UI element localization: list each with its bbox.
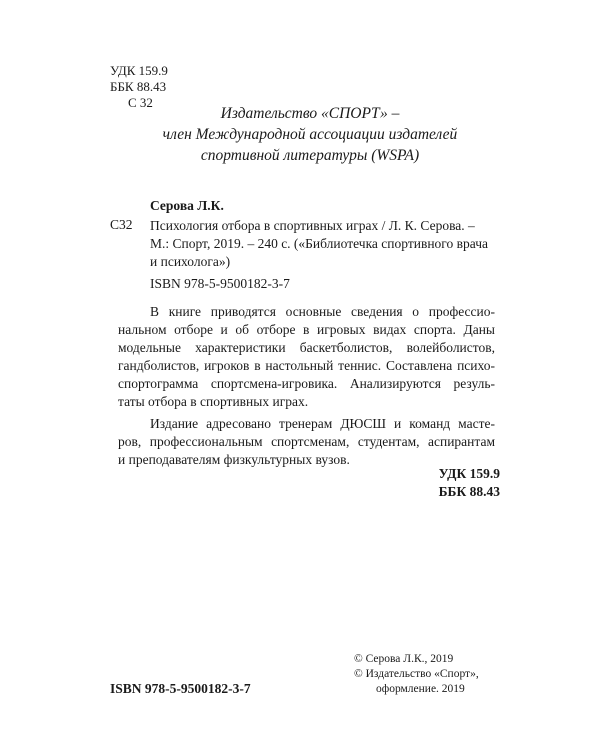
bbk-code-top: ББК 88.43 (110, 79, 167, 94)
annotation-line: нальном отборе и об отборе в игровых видах спорта. Даны (118, 322, 495, 337)
publisher-note-line: спортивной литературы (WSPA) (200, 147, 420, 164)
bibliographic-line: Психология отбора в спортивных играх / Л. К. Серова. – (150, 218, 475, 233)
annotation-line: спортограмма спортсмена-игровика. Анализируются резуль- (118, 376, 495, 391)
udk-code-top: УДК 159.9 (110, 63, 168, 78)
copyright-line: оформление. 2019 (376, 683, 465, 695)
author-name: Серова Л.К. (150, 198, 224, 213)
annotation-line: модельные характеристики баскетболистов, волейболистов, (118, 340, 495, 355)
isbn-bottom: ISBN 978-5-9500182-3-7 (110, 681, 251, 696)
annotation-line: ров, профессиональным спортсменам, студентам, аспирантам (118, 434, 495, 449)
copyright-block (354, 652, 479, 697)
isbn-record: ISBN 978-5-9500182-3-7 (150, 276, 290, 291)
udk-code-bottom: УДК 159.9 (438, 466, 500, 481)
annotation-line: В книге приводятся основные сведения о профессио- (150, 304, 495, 319)
bibliographic-line: и психолога») (150, 254, 231, 269)
author-mark-top: С 32 (128, 95, 153, 110)
bibliographic-line: М.: Спорт, 2019. – 240 с. («Библиотечка спортивного врача (150, 236, 488, 251)
bbk-code-bottom: ББК 88.43 (438, 484, 500, 499)
publisher-note-line: Издательство «СПОРТ» – (220, 105, 400, 122)
publisher-note-line: член Международной ассоциации издателей (162, 126, 458, 143)
annotation-line: таты отбора в спортивных играх. (118, 394, 309, 409)
catalog-code: С32 (110, 217, 133, 232)
classification-bottom (420, 465, 500, 501)
annotation-line: гандболистов, игроков в настольный теннис. Составлена психо- (118, 358, 495, 373)
copyright-line: © Серова Л.К., 2019 (354, 653, 454, 665)
bibliographic-description (150, 217, 495, 271)
publisher-note (110, 103, 510, 166)
annotation-line: и преподавателям физкультурных вузов. (118, 452, 350, 467)
copyright-line: © Издательство «Спорт», (354, 668, 479, 680)
annotation (118, 303, 495, 469)
annotation-line: Издание адресовано тренерам ДЮСШ и команд масте- (150, 416, 495, 431)
